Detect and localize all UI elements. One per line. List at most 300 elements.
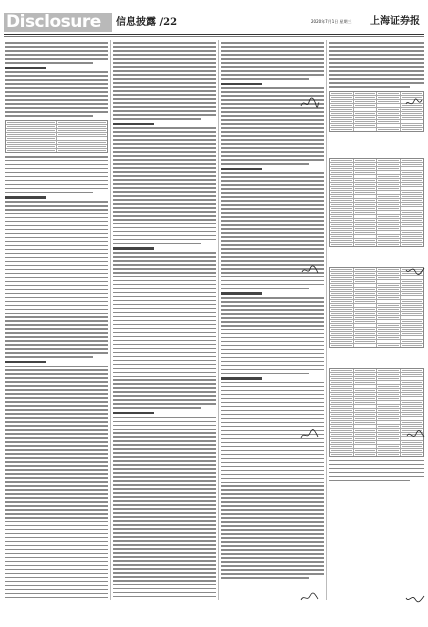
table-cell	[330, 203, 354, 206]
text-line	[113, 292, 216, 294]
text-line	[113, 82, 216, 84]
table-cell	[57, 125, 107, 128]
text-line	[5, 421, 108, 423]
text-line	[113, 78, 216, 80]
table-cell	[330, 243, 354, 246]
text-line	[5, 389, 108, 391]
table-cell	[354, 243, 378, 246]
table-cell	[354, 397, 378, 400]
text-line	[113, 260, 216, 262]
text-line	[221, 135, 324, 137]
text-line	[113, 544, 216, 546]
text-line	[5, 385, 108, 387]
text-line	[5, 553, 108, 555]
paragraph-heading	[5, 361, 46, 363]
text-line	[221, 176, 324, 178]
text-line	[5, 569, 108, 571]
table-cell	[330, 336, 354, 339]
text-line	[221, 406, 324, 408]
text-line	[5, 54, 108, 56]
table-cell	[354, 389, 378, 392]
text-line	[113, 312, 216, 314]
text-line	[5, 328, 108, 330]
text-line	[5, 517, 108, 519]
text-line	[221, 212, 324, 214]
paragraph-heading	[5, 196, 46, 198]
table-cell	[377, 231, 401, 234]
table-cell	[377, 437, 401, 440]
table-cell	[354, 187, 378, 190]
table-cell	[354, 405, 378, 408]
text-line	[221, 533, 324, 535]
text-line	[113, 159, 216, 161]
table-cell	[354, 223, 378, 226]
table-cell	[377, 377, 401, 380]
table-cell	[377, 195, 401, 198]
text-line	[113, 163, 216, 165]
text-line	[329, 66, 424, 68]
table-cell	[377, 316, 401, 319]
text-line	[5, 489, 108, 491]
text-line	[221, 127, 324, 129]
masthead-disclosure: Disclosure	[4, 13, 112, 32]
text-line	[5, 99, 108, 101]
text-line	[221, 569, 324, 571]
text-line	[113, 468, 216, 470]
text-line	[113, 399, 216, 401]
text-line	[5, 58, 108, 60]
table-cell	[330, 284, 354, 287]
table-cell	[354, 159, 378, 162]
table-cell	[330, 191, 354, 194]
table-cell	[330, 433, 354, 436]
text-line	[5, 46, 108, 48]
text-line	[221, 87, 324, 89]
table-cell	[354, 288, 378, 291]
table-cell	[401, 187, 424, 190]
table-row	[330, 128, 423, 131]
table-cell	[401, 215, 424, 218]
text-line	[5, 229, 108, 231]
text-line	[113, 456, 216, 458]
text-line	[221, 525, 324, 527]
text-line	[5, 513, 108, 515]
table-cell	[330, 385, 354, 388]
text-line	[5, 457, 108, 459]
text-line	[5, 465, 108, 467]
text-line	[221, 54, 324, 56]
table-cell	[377, 183, 401, 186]
table-cell	[401, 128, 424, 131]
text-line	[113, 340, 216, 342]
header-rule-thin	[4, 36, 424, 37]
text-line	[5, 469, 108, 471]
table-cell	[354, 108, 378, 111]
text-line	[5, 50, 108, 52]
table-cell	[330, 195, 354, 198]
text-line	[113, 46, 216, 48]
table-cell	[401, 112, 424, 115]
table-cell	[401, 199, 424, 202]
table-cell	[330, 179, 354, 182]
text-line	[5, 42, 108, 44]
text-line	[113, 407, 201, 409]
text-line	[221, 200, 324, 202]
text-line	[113, 472, 216, 474]
table-cell	[6, 149, 57, 152]
text-line	[113, 448, 216, 450]
table-cell	[401, 211, 424, 214]
text-line	[113, 66, 216, 68]
table-cell	[57, 129, 107, 132]
text-line	[221, 297, 324, 299]
text-line	[113, 183, 216, 185]
table-cell	[330, 175, 354, 178]
text-line	[5, 525, 108, 527]
table-cell	[330, 96, 354, 99]
text-line	[329, 42, 424, 44]
text-line	[5, 509, 108, 511]
table-cell	[377, 324, 401, 327]
text-line	[221, 545, 324, 547]
table-cell	[354, 449, 378, 452]
text-line	[113, 556, 216, 558]
text-line	[329, 46, 424, 48]
text-line	[221, 557, 324, 559]
text-line	[5, 293, 108, 295]
table-cell	[401, 231, 424, 234]
text-line	[221, 172, 324, 174]
table-cell	[330, 316, 354, 319]
text-line	[5, 505, 108, 507]
table-row	[330, 243, 423, 246]
text-line	[221, 521, 324, 523]
table-cell	[330, 231, 354, 234]
text-line	[113, 199, 216, 201]
table-cell	[330, 377, 354, 380]
text-line	[221, 147, 324, 149]
text-line	[5, 95, 108, 97]
text-line	[113, 223, 216, 225]
table-cell	[377, 441, 401, 444]
text-line	[5, 168, 108, 170]
text-line	[5, 417, 108, 419]
text-line	[113, 171, 216, 173]
text-line	[113, 336, 216, 338]
text-line	[5, 344, 108, 346]
text-line	[5, 501, 108, 503]
text-line	[113, 508, 216, 510]
text-line	[221, 58, 324, 60]
table-cell	[377, 304, 401, 307]
text-line	[113, 90, 216, 92]
table-cell	[354, 235, 378, 238]
text-line	[113, 484, 216, 486]
table-cell	[354, 231, 378, 234]
text-line	[113, 86, 216, 88]
table-cell	[354, 179, 378, 182]
text-line	[113, 532, 216, 534]
text-line	[221, 513, 324, 515]
table-cell	[401, 332, 424, 335]
text-line	[113, 480, 216, 482]
table-cell	[330, 389, 354, 392]
table-cell	[377, 296, 401, 299]
table-cell	[377, 332, 401, 335]
text-line	[221, 517, 324, 519]
table-cell	[377, 288, 401, 291]
table-cell	[377, 397, 401, 400]
table-cell	[377, 187, 401, 190]
table-cell	[354, 429, 378, 432]
table-cell	[330, 171, 354, 174]
table-cell	[330, 308, 354, 311]
table-cell	[330, 276, 354, 279]
table-cell	[330, 292, 354, 295]
text-line	[5, 164, 108, 166]
text-line	[5, 377, 108, 379]
table-cell	[377, 445, 401, 448]
table-cell	[354, 92, 378, 95]
text-line	[113, 592, 216, 594]
table-cell	[354, 312, 378, 315]
text-line	[5, 449, 108, 451]
text-line	[5, 409, 108, 411]
text-line	[113, 235, 216, 237]
text-line	[221, 565, 324, 567]
table-cell	[354, 195, 378, 198]
text-line	[221, 139, 324, 141]
table-row	[330, 344, 423, 347]
text-line	[221, 204, 324, 206]
table-cell	[330, 112, 354, 115]
table-row	[330, 453, 423, 456]
text-line	[113, 417, 216, 419]
table-cell	[330, 332, 354, 335]
text-line	[221, 180, 324, 182]
table-cell	[354, 268, 378, 271]
table-cell	[401, 159, 424, 162]
table-cell	[377, 373, 401, 376]
text-line	[113, 42, 216, 44]
table-cell	[401, 175, 424, 178]
table-cell	[330, 328, 354, 331]
text-line	[221, 321, 324, 323]
table-cell	[330, 288, 354, 291]
text-line	[221, 236, 324, 238]
text-line	[221, 345, 324, 347]
text-line	[113, 239, 216, 241]
text-line	[221, 373, 309, 375]
table-cell	[377, 425, 401, 428]
table-cell	[57, 133, 107, 136]
text-line	[221, 62, 324, 64]
text-line	[329, 54, 424, 56]
table-cell	[330, 92, 354, 95]
text-line	[5, 445, 108, 447]
text-line	[113, 395, 216, 397]
text-line	[113, 584, 216, 586]
text-line	[329, 460, 424, 462]
text-line	[329, 70, 424, 72]
text-line	[113, 344, 216, 346]
text-line	[221, 248, 324, 250]
table-cell	[330, 272, 354, 275]
text-line	[221, 489, 324, 491]
text-line	[113, 464, 216, 466]
text-line	[113, 114, 216, 116]
text-line	[5, 557, 108, 559]
table-cell	[377, 433, 401, 436]
text-line	[5, 316, 108, 318]
table-cell	[354, 401, 378, 404]
text-line	[221, 561, 324, 563]
text-line	[113, 504, 216, 506]
table-cell	[377, 276, 401, 279]
text-line	[113, 387, 216, 389]
text-line	[221, 418, 324, 420]
text-line	[113, 62, 216, 64]
text-line	[221, 188, 324, 190]
text-line	[221, 288, 309, 290]
text-line	[5, 87, 108, 89]
table-cell	[377, 128, 401, 131]
text-line	[113, 425, 216, 427]
paragraph-heading	[113, 247, 154, 249]
table-cell	[377, 268, 401, 271]
text-line	[113, 284, 216, 286]
table-cell	[354, 211, 378, 214]
paragraph-heading	[221, 83, 262, 85]
table-cell	[377, 215, 401, 218]
table-cell	[330, 344, 354, 347]
text-line	[221, 309, 324, 311]
table-cell	[377, 280, 401, 283]
text-line	[329, 468, 424, 470]
table-cell	[330, 100, 354, 103]
text-line	[5, 429, 108, 431]
table-cell	[401, 336, 424, 339]
text-line	[5, 397, 108, 399]
table-cell	[354, 203, 378, 206]
table-cell	[377, 235, 401, 238]
table-cell	[377, 112, 401, 115]
text-line	[113, 328, 216, 330]
text-line	[5, 269, 108, 271]
text-line	[113, 70, 216, 72]
table-cell	[330, 300, 354, 303]
text-line	[221, 474, 324, 476]
table-cell	[330, 304, 354, 307]
text-line	[221, 42, 324, 44]
table-cell	[401, 280, 424, 283]
table-cell	[330, 128, 354, 131]
text-line	[5, 289, 108, 291]
text-line	[113, 364, 216, 366]
table-cell	[57, 141, 107, 144]
text-line	[5, 433, 108, 435]
table-cell	[401, 292, 424, 295]
column-divider	[218, 40, 219, 600]
text-line	[5, 453, 108, 455]
text-line	[221, 478, 324, 480]
text-line	[221, 252, 324, 254]
text-line	[221, 240, 324, 242]
text-line	[221, 70, 324, 72]
text-line	[221, 196, 324, 198]
text-line	[5, 324, 108, 326]
table-cell	[377, 171, 401, 174]
table-cell	[354, 320, 378, 323]
table-cell	[377, 175, 401, 178]
table-cell	[330, 320, 354, 323]
text-line	[113, 376, 216, 378]
table-cell	[377, 409, 401, 412]
text-line	[5, 581, 108, 583]
table-cell	[330, 441, 354, 444]
text-line	[5, 62, 93, 64]
text-line	[329, 58, 424, 60]
text-line	[5, 245, 108, 247]
text-line	[5, 91, 108, 93]
text-line	[221, 337, 324, 339]
text-line	[221, 361, 324, 363]
text-line	[113, 50, 216, 52]
table-cell	[354, 100, 378, 103]
table-cell	[401, 167, 424, 170]
table-cell	[401, 316, 424, 319]
text-line	[5, 297, 108, 299]
table-cell	[354, 183, 378, 186]
text-line	[113, 429, 216, 431]
text-line	[221, 402, 324, 404]
table-cell	[377, 308, 401, 311]
table-cell	[377, 300, 401, 303]
text-line	[113, 143, 216, 145]
text-line	[5, 565, 108, 567]
text-line	[5, 188, 108, 190]
text-line	[5, 545, 108, 547]
table-cell	[377, 211, 401, 214]
table-cell	[330, 108, 354, 111]
text-line	[221, 390, 324, 392]
table-cell	[330, 235, 354, 238]
table-cell	[354, 377, 378, 380]
text-line	[221, 466, 324, 468]
paragraph-heading	[221, 168, 262, 170]
text-line	[221, 228, 324, 230]
table-cell	[377, 124, 401, 127]
text-line	[221, 573, 324, 575]
table-cell	[354, 272, 378, 275]
table-cell	[401, 445, 424, 448]
table-cell	[354, 163, 378, 166]
table-cell	[377, 92, 401, 95]
text-line	[221, 357, 324, 359]
table-cell	[330, 409, 354, 412]
text-line	[221, 232, 324, 234]
text-line	[113, 268, 216, 270]
text-line	[5, 585, 108, 587]
table-cell	[377, 381, 401, 384]
table-cell	[401, 288, 424, 291]
text-line	[221, 529, 324, 531]
text-line	[113, 460, 216, 462]
table-cell	[377, 389, 401, 392]
text-line	[113, 512, 216, 514]
text-line	[113, 564, 216, 566]
table-cell	[354, 219, 378, 222]
